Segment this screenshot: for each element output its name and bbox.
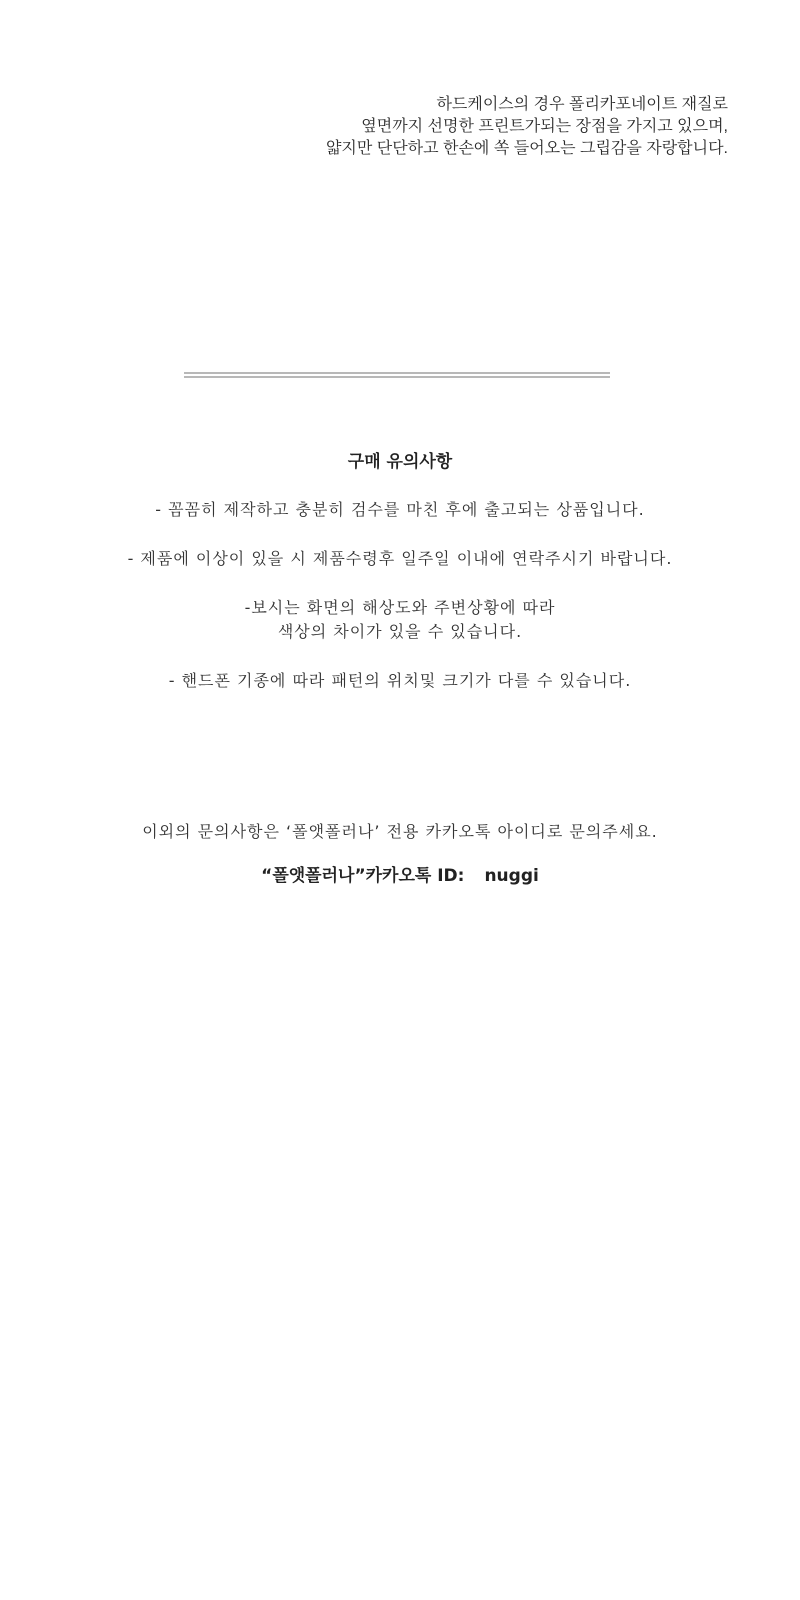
kakao-id-value: nuggi — [484, 866, 539, 886]
intro-line: 하드케이스의 경우 폴리카포네이트 재질로 — [436, 96, 728, 113]
section-divider — [184, 372, 610, 378]
notice-item: - 제품에 이상이 있을 시 제품수령후 일주일 이내에 연락주시기 바랍니다. — [127, 549, 673, 568]
notice-title: 구매 유의사항 — [347, 452, 453, 472]
contact-instruction: 이외의 문의사항은 ‘폴앳폴러나’ 전용 카카오톡 아이디로 문의주세요. — [142, 822, 658, 841]
intro-text — [326, 94, 728, 160]
intro-line: 얇지만 단단하고 한손에 쏙 들어오는 그립감을 자랑합니다. — [325, 140, 728, 157]
notice-item: - 핸드폰 기종에 따라 패턴의 위치및 크기가 다를 수 있습니다. — [168, 671, 632, 690]
purchase-notice — [0, 450, 800, 718]
notice-item: - 꼼꼼히 제작하고 충분히 검수를 마친 후에 출고되는 상품입니다. — [155, 500, 645, 519]
notice-item-line: 색상의 차이가 있을 수 있습니다. — [277, 622, 523, 641]
notice-item — [0, 596, 800, 644]
notice-item-line: -보시는 화면의 해상도와 주변상황에 따라 — [244, 598, 556, 617]
intro-line: 옆면까지 선명한 프린트가되는 장점을 가지고 있으며, — [361, 118, 728, 135]
kakao-id-label: “폴앳폴러나”카카오톡 ID: — [261, 866, 465, 886]
contact-section — [0, 820, 800, 888]
kakao-id-line — [0, 864, 800, 888]
